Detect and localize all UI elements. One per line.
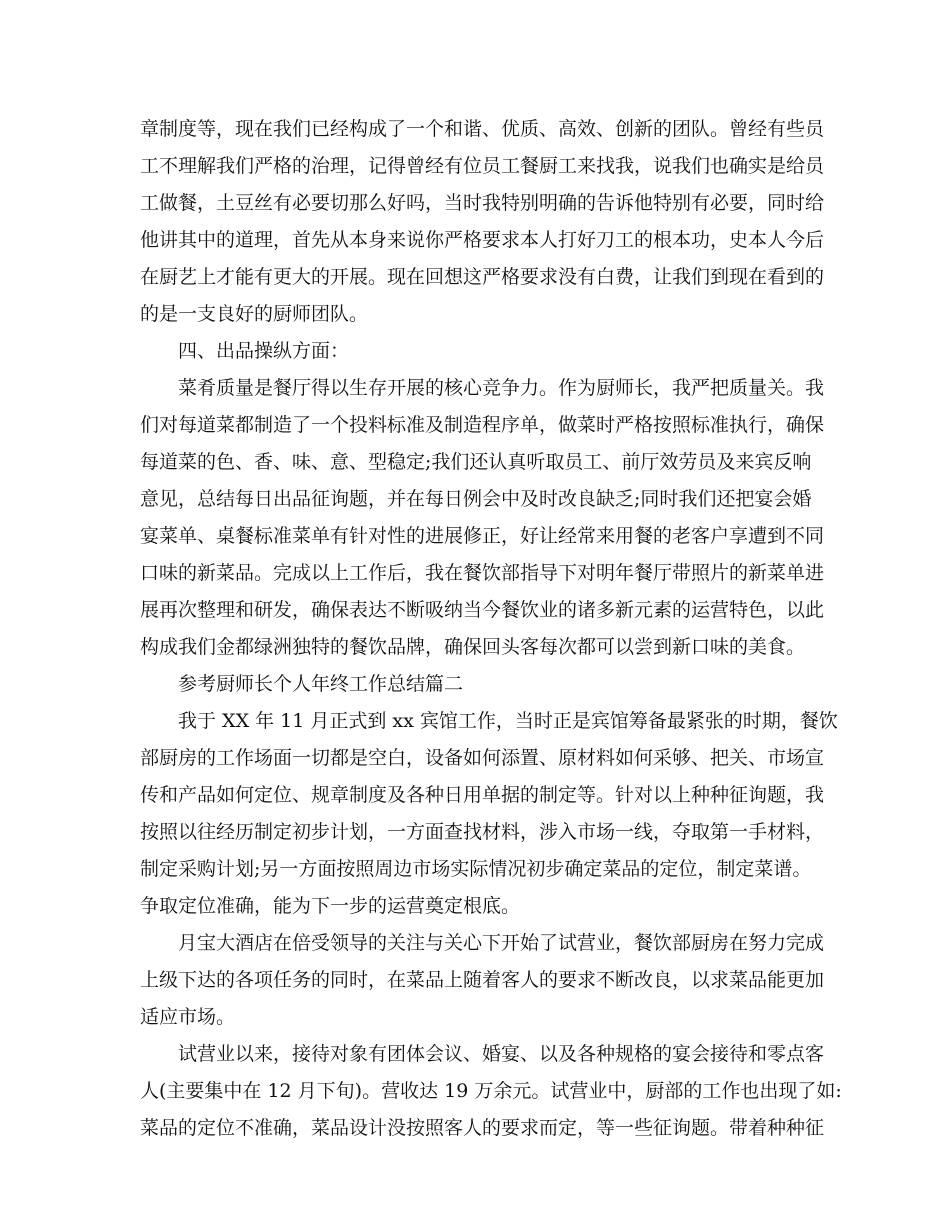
text-line: 们对每道菜都制造了一个投料标准及制造程序单，做菜时严格按照标准执行，确保 (140, 414, 825, 436)
text-line: 菜肴质量是餐厅得以生存开展的核心竞争力。作为厨师长，我严把质量关。我 (140, 377, 825, 399)
text-line: 宴菜单、桌餐标准菜单有针对性的进展修正，好让经常来用餐的老客户享遭到不同 (140, 525, 825, 547)
text-line: 菜品的定位不准确，菜品设计没按照客人的要求而定，等一些征询题。带着种种征 (140, 1117, 825, 1139)
text-line: 上级下达的各项任务的同时，在菜品上随着客人的要求不断改良，以求菜品能更加 (140, 969, 825, 991)
text-line: 的是一支良好的厨师团队。 (140, 303, 369, 325)
text-line: 构成我们金都绿洲独特的餐饮品牌，确保回头客每次都可以尝到新口味的美食。 (140, 636, 806, 658)
text-line: 争取定位准确，能为下一步的运营奠定根底。 (140, 895, 521, 917)
text-line: 部厨房的工作场面一切都是空白，设备如何添置、原材料如何采够、把关、市场宣 (140, 747, 825, 769)
text-line: 口味的新菜品。完成以上工作后，我在餐饮部指导下对明年餐厅带照片的新菜单进 (140, 562, 825, 584)
text-line: 在厨艺上才能有更大的开展。现在回想这严格要求没有白费，让我们到现在看到的 (140, 266, 825, 288)
text-line: 月宝大酒店在倍受领导的关注与关心下开始了试营业，餐饮部厨房在努力完成 (140, 932, 825, 954)
text-line: 制定采购计划;另一方面按照周边市场实际情况初步确定菜品的定位，制定菜谱。 (140, 858, 812, 880)
text-line: 人(主要集中在 12 月下旬)。营收达 19 万余元。试营业中，厨部的工作也出现了如: (140, 1080, 842, 1102)
text-line: 按照以往经历制定初步计划，一方面查找材料，涉入市场一线，夺取第一手材料， (140, 821, 825, 843)
text-line: 展再次整理和研发，确保表达不断吸纳当今餐饮业的诸多新元素的运营特色，以此 (140, 599, 825, 621)
text-line: 适应市场。 (140, 1006, 236, 1028)
text-line: 试营业以来，接待对象有团体会议、婚宴、以及各种规格的宴会接待和零点客 (140, 1043, 825, 1065)
text-line: 他讲其中的道理，首先从本身来说你严格要求本人打好刀工的根本功，史本人今后 (140, 229, 825, 251)
text-line: 我于 XX 年 11 月正式到 xx 宾馆工作，当时正是宾馆筹备最紧张的时期，餐饮 (140, 710, 838, 732)
text-line: 工不理解我们严格的治理，记得曾经有位员工餐厨工来找我，说我们也确实是给员 (140, 155, 825, 177)
text-line: 工做餐，土豆丝有必要切那么好吗，当时我特别明确的告诉他特别有必要，同时给 (140, 192, 825, 214)
section-title: 参考厨师长个人年终工作总结篇二 (140, 673, 464, 695)
section-heading: 四、出品操纵方面： (140, 340, 350, 362)
text-line: 意见，总结每日出品征询题，并在每日例会中及时改良缺乏;同时我们还把宴会婚 (140, 488, 812, 510)
text-line: 传和产品如何定位、规章制度及各种日用单据的制定等。针对以上种种征询题，我 (140, 784, 825, 806)
text-line: 每道菜的色、香、味、意、型稳定;我们还认真听取员工、前厅效劳员及来宾反响 (140, 451, 812, 473)
text-line: 章制度等，现在我们已经构成了一个和谐、优质、高效、创新的团队。曾经有些员 (140, 118, 825, 140)
